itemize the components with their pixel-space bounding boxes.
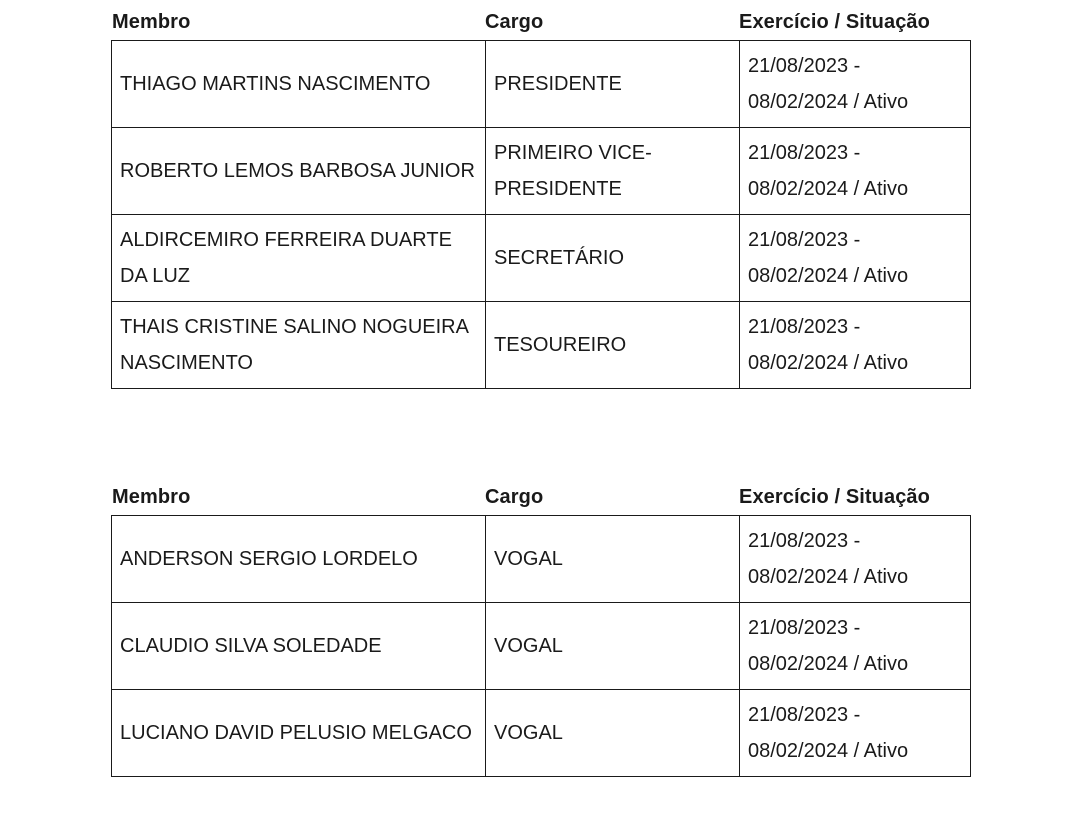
table-header-row xyxy=(111,7,971,40)
table-row xyxy=(112,302,971,389)
column-header-exercicio: Exercício / Situação xyxy=(739,11,930,33)
cell-exercicio: 21/08/2023 - 08/02/2024 / Ativo xyxy=(740,690,971,777)
cell-exercicio: 21/08/2023 - 08/02/2024 / Ativo xyxy=(740,302,971,389)
cell-exercicio: 21/08/2023 - 08/02/2024 / Ativo xyxy=(740,128,971,215)
table-row xyxy=(112,41,971,128)
cell-cargo: VOGAL xyxy=(486,603,740,690)
cell-exercicio: 21/08/2023 - 08/02/2024 / Ativo xyxy=(740,41,971,128)
members-table-section-2 xyxy=(111,482,971,777)
members-table-section-1 xyxy=(111,7,971,389)
cell-membro: ANDERSON SERGIO LORDELO xyxy=(112,516,486,603)
column-header-membro: Membro xyxy=(112,486,191,508)
table-header-row xyxy=(111,482,971,515)
cell-membro: LUCIANO DAVID PELUSIO MELGACO xyxy=(112,690,486,777)
table-row xyxy=(112,690,971,777)
cell-membro: ALDIRCEMIRO FERREIRA DUARTE DA LUZ xyxy=(112,215,486,302)
column-header-cargo: Cargo xyxy=(485,486,544,508)
table-row xyxy=(112,215,971,302)
members-table xyxy=(111,515,971,777)
column-header-membro: Membro xyxy=(112,11,191,33)
cell-exercicio: 21/08/2023 - 08/02/2024 / Ativo xyxy=(740,516,971,603)
cell-cargo: PRIMEIRO VICE-PRESIDENTE xyxy=(486,128,740,215)
cell-membro: ROBERTO LEMOS BARBOSA JUNIOR xyxy=(112,128,486,215)
table-row xyxy=(112,603,971,690)
cell-membro: THAIS CRISTINE SALINO NOGUEIRA NASCIMENTO xyxy=(112,302,486,389)
column-header-exercicio: Exercício / Situação xyxy=(739,486,930,508)
cell-exercicio: 21/08/2023 - 08/02/2024 / Ativo xyxy=(740,215,971,302)
table-row xyxy=(112,516,971,603)
cell-cargo: SECRETÁRIO xyxy=(486,215,740,302)
cell-cargo: TESOUREIRO xyxy=(486,302,740,389)
column-header-cargo: Cargo xyxy=(485,11,544,33)
cell-cargo: PRESIDENTE xyxy=(486,41,740,128)
cell-membro: CLAUDIO SILVA SOLEDADE xyxy=(112,603,486,690)
cell-exercicio: 21/08/2023 - 08/02/2024 / Ativo xyxy=(740,603,971,690)
cell-cargo: VOGAL xyxy=(486,690,740,777)
table-row xyxy=(112,128,971,215)
cell-cargo: VOGAL xyxy=(486,516,740,603)
cell-membro: THIAGO MARTINS NASCIMENTO xyxy=(112,41,486,128)
members-table xyxy=(111,40,971,389)
